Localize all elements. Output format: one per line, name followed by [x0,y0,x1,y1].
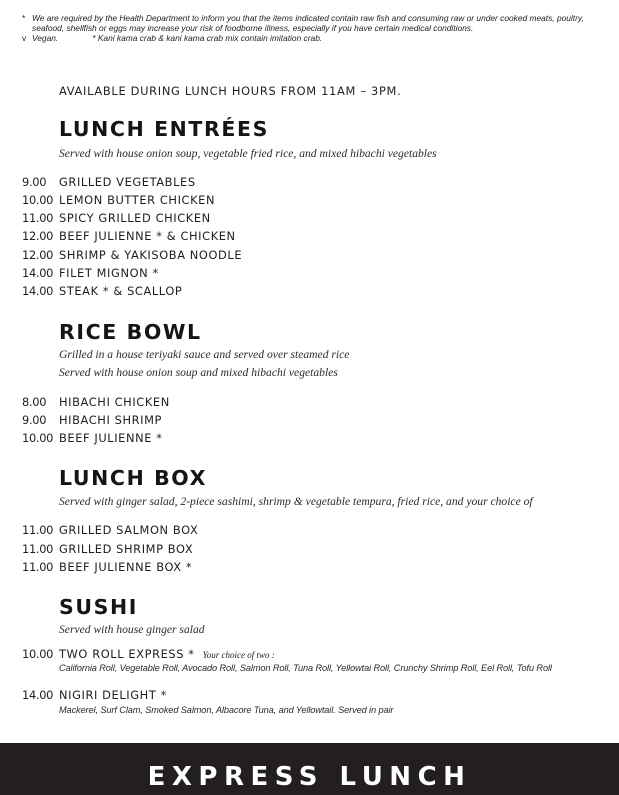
raw-food-warning: We are required by the Health Department to inform you that the items indicated contain raw fish and consuming raw or under cooked meats, poultry, seafood, shellfish or eggs may increase your risk of foodborne illness, especially if you have certain medical conditions. [32,13,584,34]
roll-choices: California Roll, Vegetable Roll, Avocado Roll, Salmon Roll, Tuna Roll, Yellowtai Roll, Crunchy Shrimp Roll, Eel Roll, Tofu Roll [59,663,552,673]
footer-banner [0,743,619,795]
item-price: 9.00 [22,413,47,427]
item-price: 11.00 [22,523,54,537]
item-price: 14.00 [22,284,54,298]
item-name: FILET MIGNON * [59,266,159,280]
item-price: 14.00 [22,266,54,280]
section-desc-sushi: Served with house ginger salad [59,623,205,636]
item-name: LEMON BUTTER CHICKEN [59,193,216,207]
section-title-rice-bowl: RICE BOWL [59,320,202,344]
section-title-lunch-box: LUNCH BOX [59,466,208,490]
item-price: 12.00 [22,229,54,243]
item-price: 10.00 [22,193,54,207]
item-price: 14.00 [22,688,54,702]
health-notice [22,13,607,44]
section-title-sushi: SUSHI [59,595,138,619]
item-name: GRILLED SALMON BOX [59,523,199,537]
item-name: HIBACHI CHICKEN [59,395,170,409]
item-price: 10.00 [22,647,54,661]
vegan-symbol: v [22,33,27,43]
item-name: BEEF JULIENNE * & CHICKEN [59,229,236,243]
vegan-label: Vegan. [32,33,59,44]
kani-crab-note: * Kani kama crab & kani kama crab mix contain imitation crab. [92,33,323,44]
choice-note: Your choice of two : [202,650,275,660]
item-name: STEAK * & SCALLOP [59,284,183,298]
item-price: 10.00 [22,431,54,445]
item-name: TWO ROLL EXPRESS * [59,647,195,661]
raw-item-asterisk: * [22,13,26,23]
item-price: 11.00 [22,560,54,574]
item-price: 11.00 [22,211,54,225]
item-price: 12.00 [22,248,54,262]
item-name: BEEF JULIENNE BOX * [59,560,193,574]
item-price: 11.00 [22,542,54,556]
section-desc-rice-bowl-2: Served with house onion soup and mixed hibachi vegetables [59,366,338,379]
item-name: HIBACHI SHRIMP [59,413,162,427]
lunch-hours: AVAILABLE DURING LUNCH HOURS FROM 11AM – 3PM. [59,84,402,98]
item-name: GRILLED SHRIMP BOX [59,542,194,556]
item-name: SPICY GRILLED CHICKEN [59,211,211,225]
nigiri-details: Mackerel, Surf Clam, Smoked Salmon, Albacore Tuna, and Yellowtail. Served in pair [59,705,394,715]
item-name: NIGIRI DELIGHT * [59,688,167,702]
section-desc-rice-bowl-1: Grilled in a house teriyaki sauce and served over steamed rice [59,348,350,361]
section-desc-lunch-box: Served with ginger salad, 2-piece sashimi, shrimp & vegetable tempura, fried rice, and your choice of [59,495,533,508]
item-price: 8.00 [22,395,47,409]
item-name: BEEF JULIENNE * [59,431,163,445]
item-name: SHRIMP & YAKISOBA NOODLE [59,248,243,262]
item-name: GRILLED VEGETABLES [59,175,196,189]
section-title-lunch-entrees: LUNCH ENTRÉES [59,117,269,141]
item-price: 9.00 [22,175,47,189]
section-desc-lunch-entrees: Served with house onion soup, vegetable fried rice, and mixed hibachi vegetables [59,147,437,160]
banner-title: EXPRESS LUNCH [147,762,472,792]
